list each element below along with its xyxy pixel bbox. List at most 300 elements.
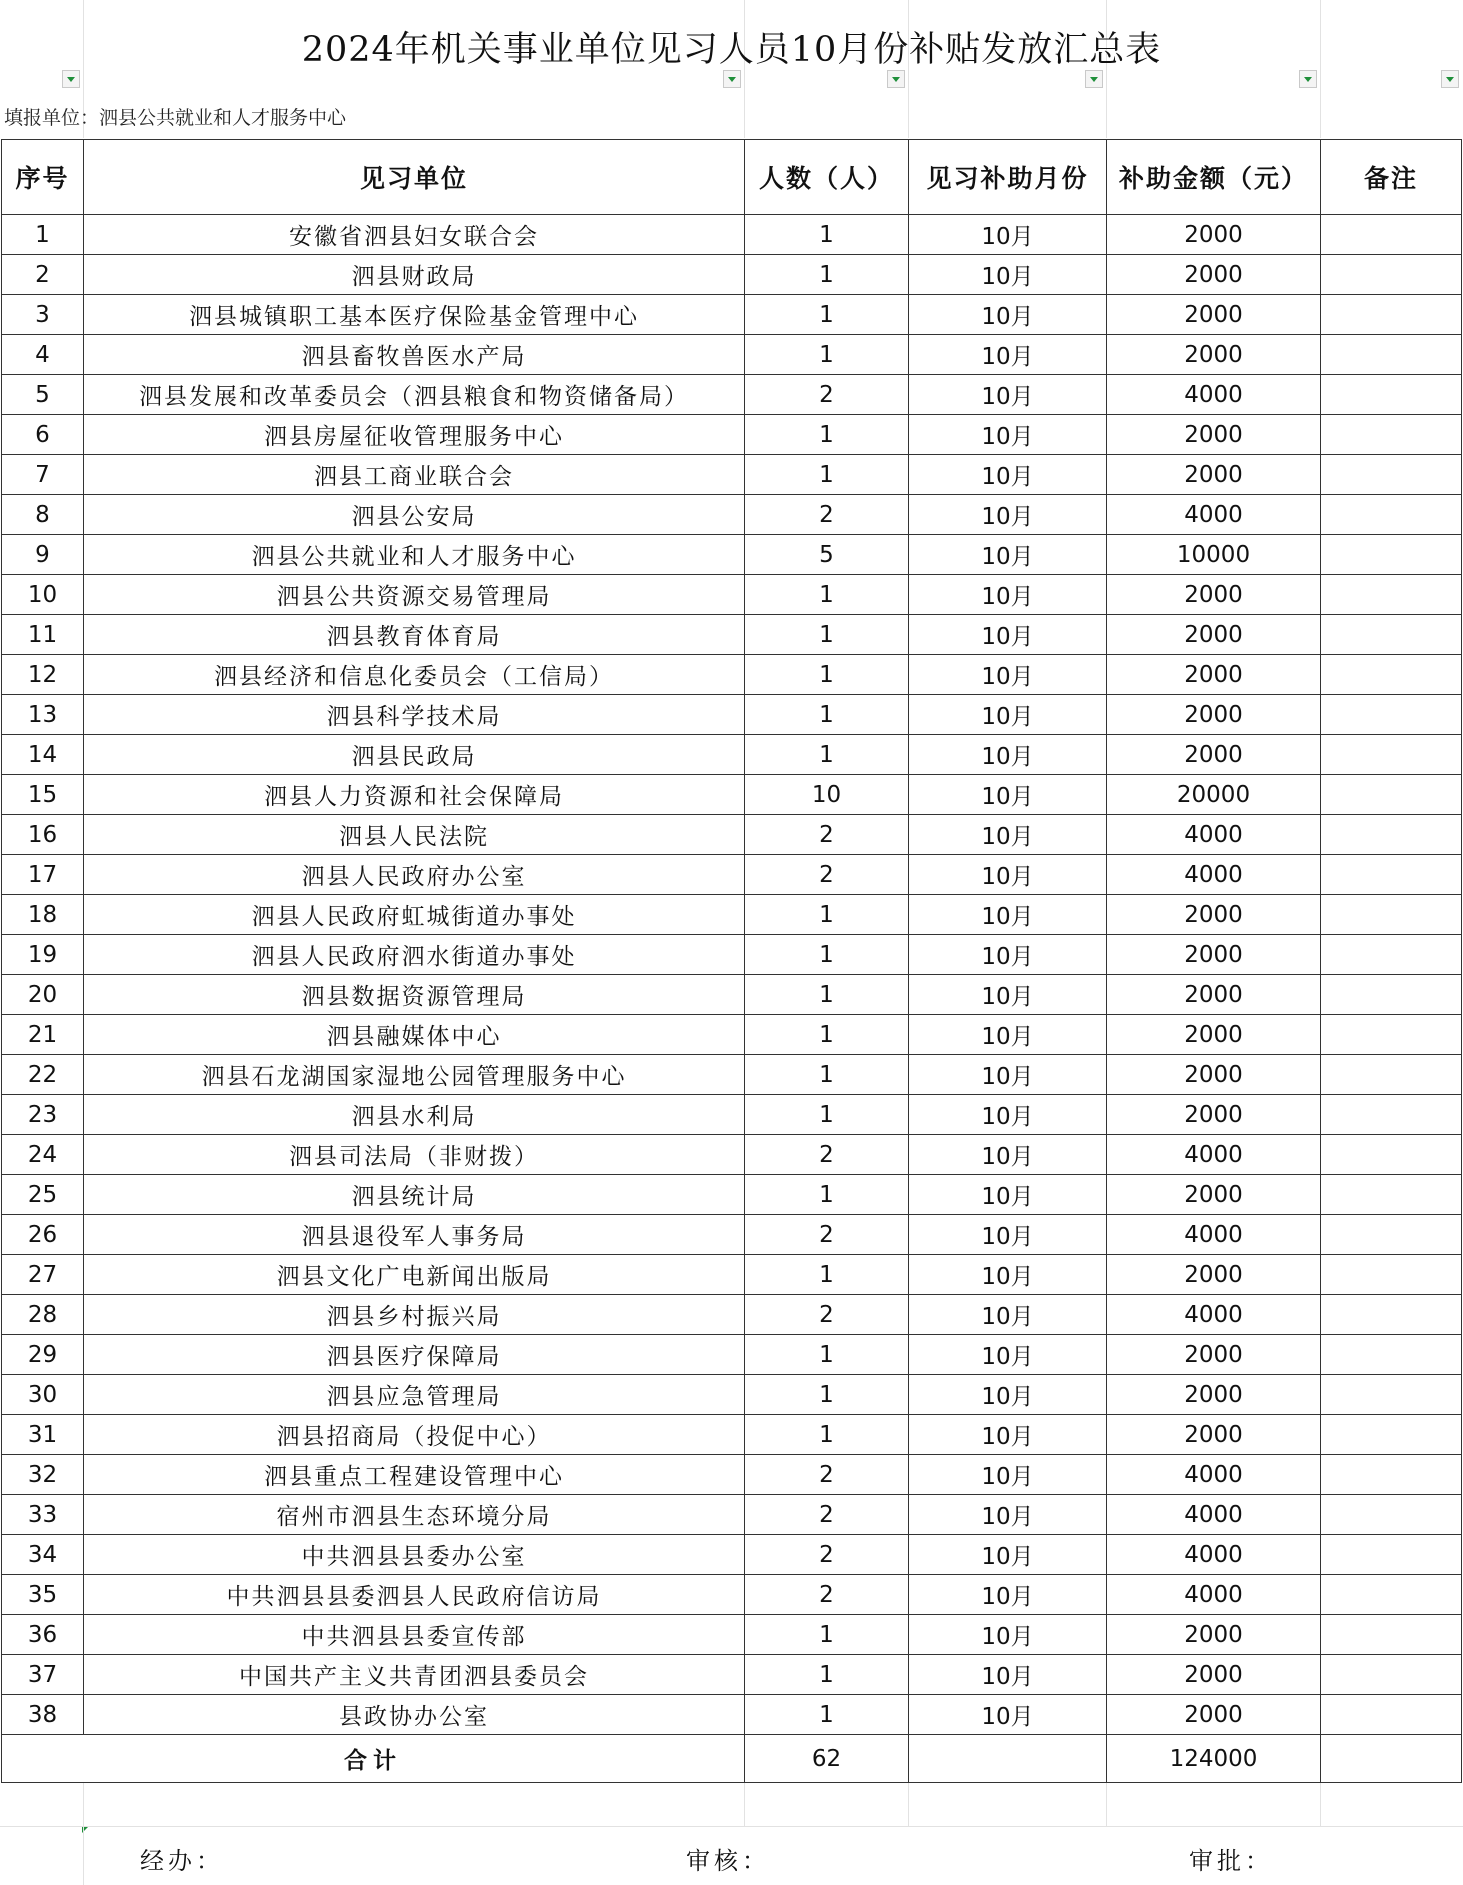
row-index[interactable]: 32 [2,1455,84,1495]
row-index[interactable]: 33 [2,1495,84,1535]
row-amount[interactable]: 2000 [1107,1375,1321,1415]
table-row [2,575,1462,615]
row-index[interactable]: 22 [2,1055,84,1095]
row-note[interactable] [1321,1295,1462,1335]
total-row [2,1735,1462,1783]
row-people[interactable]: 2 [745,1215,909,1255]
header-unit[interactable]: 见习单位 [84,140,745,215]
row-index[interactable]: 9 [2,535,84,575]
row-note[interactable] [1321,1375,1462,1415]
row-people[interactable]: 1 [745,695,909,735]
row-amount[interactable]: 2000 [1107,415,1321,455]
row-amount[interactable]: 4000 [1107,855,1321,895]
row-note[interactable] [1321,215,1462,255]
row-note[interactable] [1321,1175,1462,1215]
row-amount[interactable]: 2000 [1107,1255,1321,1295]
row-note[interactable] [1321,495,1462,535]
table-row [2,1495,1462,1535]
row-amount[interactable]: 4000 [1107,495,1321,535]
row-index[interactable]: 29 [2,1335,84,1375]
table-row [2,1055,1462,1095]
row-unit[interactable]: 泗县科学技术局 [84,695,745,735]
row-month[interactable]: 10月 [909,415,1107,455]
sheet-title: 2024年机关事业单位见习人员10月份补贴发放汇总表 [301,30,1162,70]
table-row [2,1255,1462,1295]
row-month[interactable]: 10月 [909,215,1107,255]
row-note[interactable] [1321,815,1462,855]
row-unit[interactable]: 泗县文化广电新闻出版局 [84,1255,745,1295]
row-index[interactable]: 7 [2,455,84,495]
table-row [2,455,1462,495]
row-index[interactable]: 36 [2,1615,84,1655]
row-people[interactable]: 2 [745,1295,909,1335]
row-amount[interactable]: 2000 [1107,1175,1321,1215]
row-people[interactable]: 1 [745,255,909,295]
row-amount[interactable]: 2000 [1107,655,1321,695]
row-amount[interactable]: 2000 [1107,1655,1321,1695]
row-note[interactable] [1321,1655,1462,1695]
table-row [2,215,1462,255]
row-unit[interactable]: 泗县石龙湖国家湿地公园管理服务中心 [84,1055,745,1095]
header-month[interactable]: 见习补助月份 [909,140,1107,215]
row-month[interactable]: 10月 [909,895,1107,935]
column-b-filter-button[interactable] [723,70,741,88]
row-note[interactable] [1321,575,1462,615]
row-unit[interactable]: 中共泗县县委泗县人民政府信访局 [84,1575,745,1615]
table-row [2,615,1462,655]
row-index[interactable]: 27 [2,1255,84,1295]
row-people[interactable]: 2 [745,1535,909,1575]
table-row [2,335,1462,375]
row-index[interactable]: 12 [2,655,84,695]
row-month[interactable]: 10月 [909,655,1107,695]
row-month[interactable]: 10月 [909,375,1107,415]
row-note[interactable] [1321,1575,1462,1615]
row-index[interactable]: 1 [2,215,84,255]
row-people[interactable]: 1 [745,1015,909,1055]
row-index[interactable]: 26 [2,1215,84,1255]
row-month[interactable]: 10月 [909,1215,1107,1255]
row-index[interactable]: 5 [2,375,84,415]
row-month[interactable]: 10月 [909,1095,1107,1135]
row-people[interactable]: 1 [745,895,909,935]
gridline [83,1827,84,1885]
row-index[interactable]: 14 [2,735,84,775]
row-amount[interactable]: 2000 [1107,735,1321,775]
row-index[interactable]: 10 [2,575,84,615]
row-index[interactable]: 30 [2,1375,84,1415]
table-row [2,1615,1462,1655]
row-month[interactable]: 10月 [909,455,1107,495]
row-unit[interactable]: 泗县房屋征收管理服务中心 [84,415,745,455]
row-people[interactable]: 1 [745,295,909,335]
row-index[interactable]: 28 [2,1295,84,1335]
row-month[interactable]: 10月 [909,815,1107,855]
row-note[interactable] [1321,255,1462,295]
row-note[interactable] [1321,1095,1462,1135]
row-people[interactable]: 1 [745,215,909,255]
table-row [2,1455,1462,1495]
row-amount[interactable]: 2000 [1107,335,1321,375]
row-amount[interactable]: 2000 [1107,1695,1321,1735]
table-body [2,215,1462,1735]
total-month[interactable] [909,1735,1107,1783]
row-amount[interactable]: 2000 [1107,1015,1321,1055]
gridline [1320,1783,1321,1826]
row-index[interactable]: 2 [2,255,84,295]
row-month[interactable]: 10月 [909,1495,1107,1535]
row-note[interactable] [1321,1695,1462,1735]
row-unit[interactable]: 泗县人民法院 [84,815,745,855]
row-index[interactable]: 38 [2,1695,84,1735]
row-index[interactable]: 4 [2,335,84,375]
row-index[interactable]: 11 [2,615,84,655]
row-amount[interactable]: 4000 [1107,1215,1321,1255]
row-note[interactable] [1321,1455,1462,1495]
row-month[interactable]: 10月 [909,615,1107,655]
row-note[interactable] [1321,895,1462,935]
table-row [2,935,1462,975]
row-unit[interactable]: 泗县人民政府办公室 [84,855,745,895]
row-month[interactable]: 10月 [909,1655,1107,1695]
row-note[interactable] [1321,1415,1462,1455]
row-note[interactable] [1321,735,1462,775]
table-row [2,255,1462,295]
table-row [2,855,1462,895]
row-month[interactable]: 10月 [909,975,1107,1015]
row-unit[interactable]: 泗县人民政府泗水街道办事处 [84,935,745,975]
header-people[interactable]: 人数（人） [745,140,909,215]
row-unit[interactable]: 宿州市泗县生态环境分局 [84,1495,745,1535]
row-people[interactable]: 1 [745,1335,909,1375]
row-amount[interactable]: 2000 [1107,615,1321,655]
row-unit[interactable]: 泗县教育体育局 [84,615,745,655]
row-month[interactable]: 10月 [909,575,1107,615]
row-people[interactable]: 1 [745,455,909,495]
row-month[interactable]: 10月 [909,1375,1107,1415]
row-unit[interactable]: 泗县发展和改革委员会（泗县粮食和物资储备局） [84,375,745,415]
row-month[interactable]: 10月 [909,695,1107,735]
approver-label[interactable]: 审批： [1189,1847,1273,1875]
row-unit[interactable]: 泗县人力资源和社会保障局 [84,775,745,815]
row-unit[interactable]: 安徽省泗县妇女联合会 [84,215,745,255]
row-note[interactable] [1321,1255,1462,1295]
row-unit[interactable]: 中共泗县县委宣传部 [84,1615,745,1655]
row-people[interactable]: 1 [745,1695,909,1735]
row-amount[interactable]: 4000 [1107,1455,1321,1495]
row-people[interactable]: 2 [745,1495,909,1535]
table-row [2,495,1462,535]
header-note[interactable]: 备注 [1321,140,1462,215]
row-index[interactable]: 13 [2,695,84,735]
row-index[interactable]: 8 [2,495,84,535]
row-unit[interactable]: 泗县水利局 [84,1095,745,1135]
row-note[interactable] [1321,535,1462,575]
table-row [2,1215,1462,1255]
row-note[interactable] [1321,455,1462,495]
row-month[interactable]: 10月 [909,1255,1107,1295]
row-unit[interactable]: 泗县重点工程建设管理中心 [84,1455,745,1495]
row-index[interactable]: 31 [2,1415,84,1455]
handler-label[interactable]: 经办： [140,1847,224,1875]
row-people[interactable]: 1 [745,615,909,655]
row-people[interactable]: 1 [745,1655,909,1695]
header-index[interactable]: 序号 [2,140,84,215]
row-month[interactable]: 10月 [909,775,1107,815]
row-index[interactable]: 37 [2,1655,84,1695]
row-month[interactable]: 10月 [909,255,1107,295]
row-people[interactable]: 2 [745,1135,909,1175]
row-people[interactable]: 2 [745,855,909,895]
table-row [2,375,1462,415]
row-unit[interactable]: 泗县乡村振兴局 [84,1295,745,1335]
table-row [2,695,1462,735]
row-index[interactable]: 24 [2,1135,84,1175]
row-people[interactable]: 1 [745,935,909,975]
row-unit[interactable]: 县政协办公室 [84,1695,745,1735]
row-note[interactable] [1321,1055,1462,1095]
row-note[interactable] [1321,1215,1462,1255]
row-index[interactable]: 23 [2,1095,84,1135]
row-amount[interactable]: 2000 [1107,455,1321,495]
row-month[interactable]: 10月 [909,1575,1107,1615]
row-unit[interactable]: 泗县应急管理局 [84,1375,745,1415]
row-month[interactable]: 10月 [909,1335,1107,1375]
row-unit[interactable]: 泗县公共就业和人才服务中心 [84,535,745,575]
row-note[interactable] [1321,1495,1462,1535]
row-unit[interactable]: 泗县融媒体中心 [84,1015,745,1055]
total-amount[interactable]: 124000 [1107,1735,1321,1783]
table-row [2,815,1462,855]
row-unit[interactable]: 泗县财政局 [84,255,745,295]
row-month[interactable]: 10月 [909,855,1107,895]
row-month[interactable]: 10月 [909,1295,1107,1335]
row-unit[interactable]: 泗县数据资源管理局 [84,975,745,1015]
table-row [2,975,1462,1015]
row-amount[interactable]: 4000 [1107,1575,1321,1615]
table-row [2,1175,1462,1215]
row-index[interactable]: 18 [2,895,84,935]
row-index[interactable]: 19 [2,935,84,975]
row-month[interactable]: 10月 [909,1015,1107,1055]
row-unit[interactable]: 泗县统计局 [84,1175,745,1215]
row-people[interactable]: 1 [745,1175,909,1215]
table-row [2,655,1462,695]
column-e-filter-button[interactable] [1299,70,1317,88]
row-note[interactable] [1321,775,1462,815]
table-row [2,295,1462,335]
row-month[interactable]: 10月 [909,295,1107,335]
row-note[interactable] [1321,415,1462,455]
row-amount[interactable]: 20000 [1107,775,1321,815]
row-month[interactable]: 10月 [909,735,1107,775]
row-unit[interactable]: 泗县公共资源交易管理局 [84,575,745,615]
row-unit[interactable]: 泗县人民政府虹城街道办事处 [84,895,745,935]
empty-row [0,1783,1463,1826]
row-month[interactable]: 10月 [909,495,1107,535]
row-people[interactable]: 1 [745,1095,909,1135]
table-row [2,1295,1462,1335]
row-note[interactable] [1321,1615,1462,1655]
row-note[interactable] [1321,855,1462,895]
row-amount[interactable]: 2000 [1107,1415,1321,1455]
row-amount[interactable]: 2000 [1107,1055,1321,1095]
row-people[interactable]: 1 [745,655,909,695]
row-unit[interactable]: 泗县医疗保障局 [84,1335,745,1375]
table-row [2,1695,1462,1735]
reporting-unit: 填报单位：泗县公共就业和人才服务中心 [4,107,347,129]
row-people[interactable]: 1 [745,1615,909,1655]
table-row [2,1095,1462,1135]
table-row [2,895,1462,935]
row-amount[interactable]: 4000 [1107,375,1321,415]
column-d-filter-button[interactable] [1085,70,1103,88]
row-note[interactable] [1321,295,1462,335]
row-amount[interactable]: 2000 [1107,295,1321,335]
row-amount[interactable]: 4000 [1107,1535,1321,1575]
row-index[interactable]: 3 [2,295,84,335]
table-row [2,775,1462,815]
row-index[interactable]: 16 [2,815,84,855]
row-note[interactable] [1321,655,1462,695]
total-note[interactable] [1321,1735,1462,1783]
row-note[interactable] [1321,935,1462,975]
row-amount[interactable]: 2000 [1107,215,1321,255]
table-row [2,1015,1462,1055]
row-unit[interactable]: 泗县经济和信息化委员会（工信局） [84,655,745,695]
row-note[interactable] [1321,1335,1462,1375]
row-unit[interactable]: 泗县公安局 [84,495,745,535]
row-amount[interactable]: 2000 [1107,255,1321,295]
row-note[interactable] [1321,335,1462,375]
row-index[interactable]: 15 [2,775,84,815]
row-people[interactable]: 2 [745,375,909,415]
row-month[interactable]: 10月 [909,1535,1107,1575]
row-note[interactable] [1321,695,1462,735]
table-row [2,1335,1462,1375]
row-month[interactable]: 10月 [909,535,1107,575]
total-label[interactable]: 合计 [2,1735,745,1783]
row-amount[interactable]: 10000 [1107,535,1321,575]
row-index[interactable]: 35 [2,1575,84,1615]
row-amount[interactable]: 4000 [1107,1135,1321,1175]
row-people[interactable]: 10 [745,775,909,815]
row-people[interactable]: 2 [745,495,909,535]
table-row [2,1535,1462,1575]
row-amount[interactable]: 2000 [1107,1615,1321,1655]
row-index[interactable]: 25 [2,1175,84,1215]
row-index[interactable]: 17 [2,855,84,895]
row-amount[interactable]: 2000 [1107,575,1321,615]
row-people[interactable]: 1 [745,415,909,455]
row-amount[interactable]: 2000 [1107,895,1321,935]
row-unit[interactable]: 泗县工商业联合会 [84,455,745,495]
row-month[interactable]: 10月 [909,1615,1107,1655]
gridline [1106,1783,1107,1826]
gridline [83,1783,84,1826]
column-f-filter-button[interactable] [1441,70,1459,88]
row-people[interactable]: 1 [745,1255,909,1295]
row-unit[interactable]: 中国共产主义共青团泗县委员会 [84,1655,745,1695]
row-unit[interactable]: 泗县城镇职工基本医疗保险基金管理中心 [84,295,745,335]
subsidy-table [1,139,1462,1783]
header-amount[interactable]: 补助金额（元） [1107,140,1321,215]
row-month[interactable]: 10月 [909,1055,1107,1095]
table-row [2,1135,1462,1175]
row-amount[interactable]: 2000 [1107,1335,1321,1375]
table-row [2,1655,1462,1695]
column-c-filter-button[interactable] [887,70,905,88]
row-month[interactable]: 10月 [909,1455,1107,1495]
row-note[interactable] [1321,1535,1462,1575]
table-row [2,1575,1462,1615]
row-amount[interactable]: 2000 [1107,695,1321,735]
row-index[interactable]: 34 [2,1535,84,1575]
row-people[interactable]: 1 [745,735,909,775]
row-people[interactable]: 2 [745,1455,909,1495]
row-unit[interactable]: 泗县畜牧兽医水产局 [84,335,745,375]
row-note[interactable] [1321,975,1462,1015]
row-people[interactable]: 2 [745,1575,909,1615]
gridline [908,1783,909,1826]
row-amount[interactable]: 4000 [1107,1295,1321,1335]
row-index[interactable]: 6 [2,415,84,455]
row-people[interactable]: 1 [745,335,909,375]
row-month[interactable]: 10月 [909,335,1107,375]
table-row [2,1375,1462,1415]
row-unit[interactable]: 泗县退役军人事务局 [84,1215,745,1255]
row-amount[interactable]: 2000 [1107,1095,1321,1135]
row-month[interactable]: 10月 [909,1415,1107,1455]
row-month[interactable]: 10月 [909,1135,1107,1175]
row-unit[interactable]: 泗县司法局（非财拨） [84,1135,745,1175]
row-people[interactable]: 1 [745,1415,909,1455]
row-index[interactable]: 21 [2,1015,84,1055]
row-unit[interactable]: 泗县民政局 [84,735,745,775]
signature-row [0,1826,1463,1885]
table-row [2,415,1462,455]
row-amount[interactable]: 2000 [1107,935,1321,975]
gridline [744,1783,745,1826]
row-people[interactable]: 5 [745,535,909,575]
row-month[interactable]: 10月 [909,935,1107,975]
column-a-filter-button[interactable] [62,70,80,88]
reviewer-label[interactable]: 审核： [686,1847,770,1875]
table-header-row [2,140,1462,215]
row-note[interactable] [1321,375,1462,415]
row-unit[interactable]: 中共泗县县委办公室 [84,1535,745,1575]
row-people[interactable]: 1 [745,975,909,1015]
table-row [2,735,1462,775]
row-people[interactable]: 1 [745,1375,909,1415]
row-month[interactable]: 10月 [909,1175,1107,1215]
row-unit[interactable]: 泗县招商局（投促中心） [84,1415,745,1455]
table-row [2,1415,1462,1455]
row-note[interactable] [1321,615,1462,655]
total-people[interactable]: 62 [745,1735,909,1783]
row-people[interactable]: 1 [745,575,909,615]
row-people[interactable]: 2 [745,815,909,855]
table-row [2,535,1462,575]
row-index[interactable]: 20 [2,975,84,1015]
row-people[interactable]: 1 [745,1055,909,1095]
row-amount[interactable]: 4000 [1107,1495,1321,1535]
row-amount[interactable]: 2000 [1107,975,1321,1015]
row-amount[interactable]: 4000 [1107,815,1321,855]
row-note[interactable] [1321,1015,1462,1055]
row-month[interactable]: 10月 [909,1695,1107,1735]
row-note[interactable] [1321,1135,1462,1175]
